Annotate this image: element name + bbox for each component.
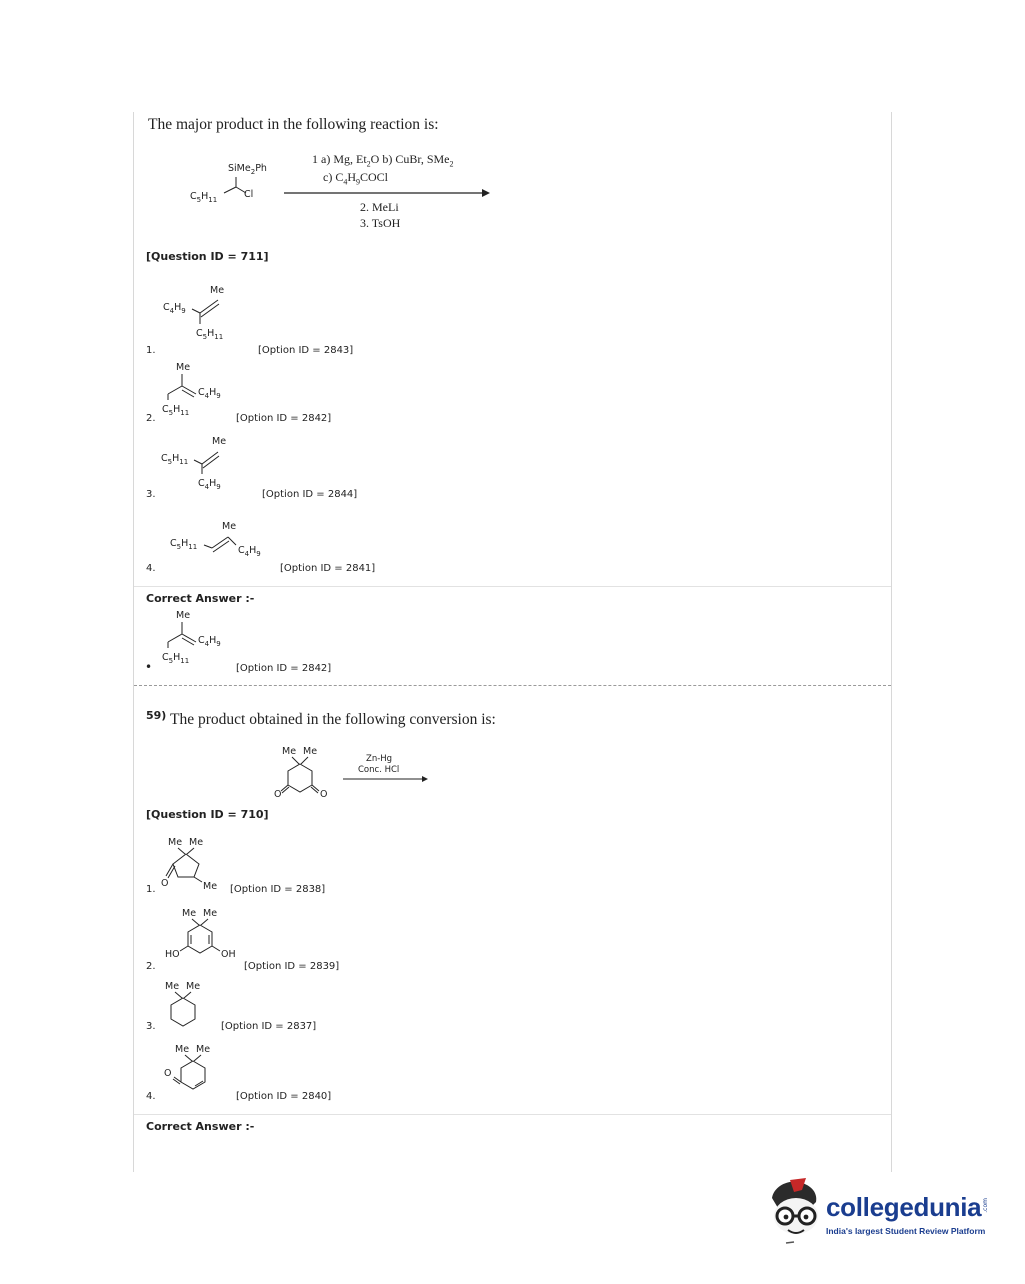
- brand-tagline: India's largest Student Review Platform: [826, 1226, 986, 1236]
- q59-option-4-structure: [160, 1040, 230, 1096]
- svg-text:Me: Me: [203, 881, 218, 892]
- right-border: [891, 112, 892, 1172]
- cl-label: Cl: [244, 189, 254, 200]
- svg-text:C4H9: $C_4H_9$: [238, 545, 261, 558]
- option-4-number: 4.: [146, 563, 156, 574]
- divider-59-options: [134, 1114, 891, 1115]
- sime2ph-label: SiMe$_2$Ph: [228, 163, 267, 176]
- svg-text:C5H11: $C_5H_{11}$: [161, 453, 189, 466]
- svg-text:O: O: [164, 1068, 172, 1079]
- option-1-id: [Option ID = 2843]: [258, 345, 354, 356]
- svg-text:Me: Me: [196, 1044, 211, 1055]
- reagent-line-1: 1 a) Mg, $Et_2O$ b) CuBr, SMe$_2$: [312, 152, 454, 169]
- svg-text:Me: Me: [175, 1044, 190, 1055]
- option-3-number: 3.: [146, 489, 156, 500]
- svg-text:C5H11: $C_5H_{11}$: [170, 538, 198, 551]
- option-4-id: [Option ID = 2841]: [280, 563, 376, 574]
- q59-option-1-number: 1.: [146, 884, 156, 895]
- svg-text:Me: Me: [212, 436, 227, 447]
- svg-text:Me: Me: [176, 362, 191, 373]
- q59-option-2-number: 2.: [146, 961, 156, 972]
- svg-text:Me: Me: [176, 610, 191, 621]
- q59-option-1-structure: [155, 834, 235, 894]
- option-1-structure: [160, 282, 240, 342]
- collegedunia-logo[interactable]: [766, 1176, 996, 1246]
- svg-text:O: O: [274, 789, 282, 800]
- svg-text:Me: Me: [165, 981, 180, 992]
- option-2-id: [Option ID = 2842]: [236, 413, 332, 424]
- svg-text:Me: Me: [222, 521, 237, 532]
- reagent-line-4: 3. TsOH: [360, 216, 401, 230]
- svg-text:C5H11: $C_5H_{11}$: [162, 404, 190, 417]
- question-id-59: [Question ID = 710]: [146, 808, 269, 821]
- svg-text:C5H11: $C_5H_{11}$: [196, 328, 224, 341]
- correct-answer-58-structure: [160, 606, 240, 666]
- q59-option-3-structure: [158, 978, 218, 1030]
- svg-text:C4H9: $C_4H_9$: [198, 387, 221, 400]
- option-1-number: 1.: [146, 345, 156, 356]
- brand-name: collegedunia: [826, 1192, 982, 1222]
- brand-dotcom: .com: [982, 1198, 989, 1213]
- svg-text:O: O: [161, 878, 169, 889]
- svg-text:OH: OH: [221, 949, 236, 960]
- correct-answer-58-bullet: •: [145, 660, 153, 674]
- svg-text:C4H9: $C_4H_9$: [198, 635, 221, 648]
- q59-option-3-number: 3.: [146, 1021, 156, 1032]
- svg-text:Me: Me: [189, 837, 204, 848]
- question-59-number: 59): [146, 709, 167, 722]
- reagent-line-3: 2. MeLi: [360, 200, 399, 214]
- option-3-id: [Option ID = 2844]: [262, 489, 358, 500]
- svg-text:Me: Me: [203, 908, 218, 919]
- svg-text:C4H9: $C_4H_9$: [163, 302, 186, 315]
- option-2-number: 2.: [146, 413, 156, 424]
- correct-answer-58-id: [Option ID = 2842]: [236, 663, 332, 674]
- mascot-icon: [766, 1176, 828, 1246]
- svg-text:O: O: [320, 789, 328, 800]
- reagent-conc-hcl: Conc. HCl: [358, 765, 400, 775]
- svg-text:Me: Me: [182, 908, 197, 919]
- option-2-structure: [160, 358, 240, 418]
- q59-option-1-id: [Option ID = 2838]: [230, 884, 326, 895]
- svg-text:C5H11: $C_5H_{11}$: [190, 191, 218, 204]
- question-58-text: The major product in the following reaction is:: [148, 116, 439, 133]
- option-4-structure: [168, 515, 278, 560]
- svg-text:Me: Me: [282, 746, 297, 757]
- question-59-text: The product obtained in the following conversion is:: [170, 711, 496, 728]
- q59-option-2-id: [Option ID = 2839]: [244, 961, 340, 972]
- correct-answer-59-label: Correct Answer :-: [146, 1120, 255, 1133]
- q59-option-4-number: 4.: [146, 1091, 156, 1102]
- q59-option-4-id: [Option ID = 2840]: [236, 1091, 332, 1102]
- svg-text:C5H11: $C_5H_{11}$: [162, 652, 190, 665]
- q59-option-2-structure: [160, 905, 250, 963]
- reagent-line-2: c) $C_4H_9COCl$: [323, 170, 389, 187]
- svg-text:C4H9: $C_4H_9$: [198, 478, 221, 490]
- svg-text:Me: Me: [168, 837, 183, 848]
- question-separator: [134, 685, 891, 686]
- left-border: [133, 112, 134, 1172]
- svg-text:Me: Me: [303, 746, 318, 757]
- question-id-58: [Question ID = 711]: [146, 250, 269, 263]
- reaction-scheme-59: [270, 742, 440, 802]
- svg-text:HO: HO: [165, 949, 180, 960]
- svg-text:Me: Me: [210, 285, 225, 296]
- q59-option-3-id: [Option ID = 2837]: [221, 1021, 317, 1032]
- divider-58-options: [134, 586, 891, 587]
- reagent-zn-hg: Zn-Hg: [366, 754, 393, 764]
- option-3-structure: [160, 430, 240, 490]
- correct-answer-58-label: Correct Answer :-: [146, 592, 255, 605]
- svg-text:Me: Me: [186, 981, 201, 992]
